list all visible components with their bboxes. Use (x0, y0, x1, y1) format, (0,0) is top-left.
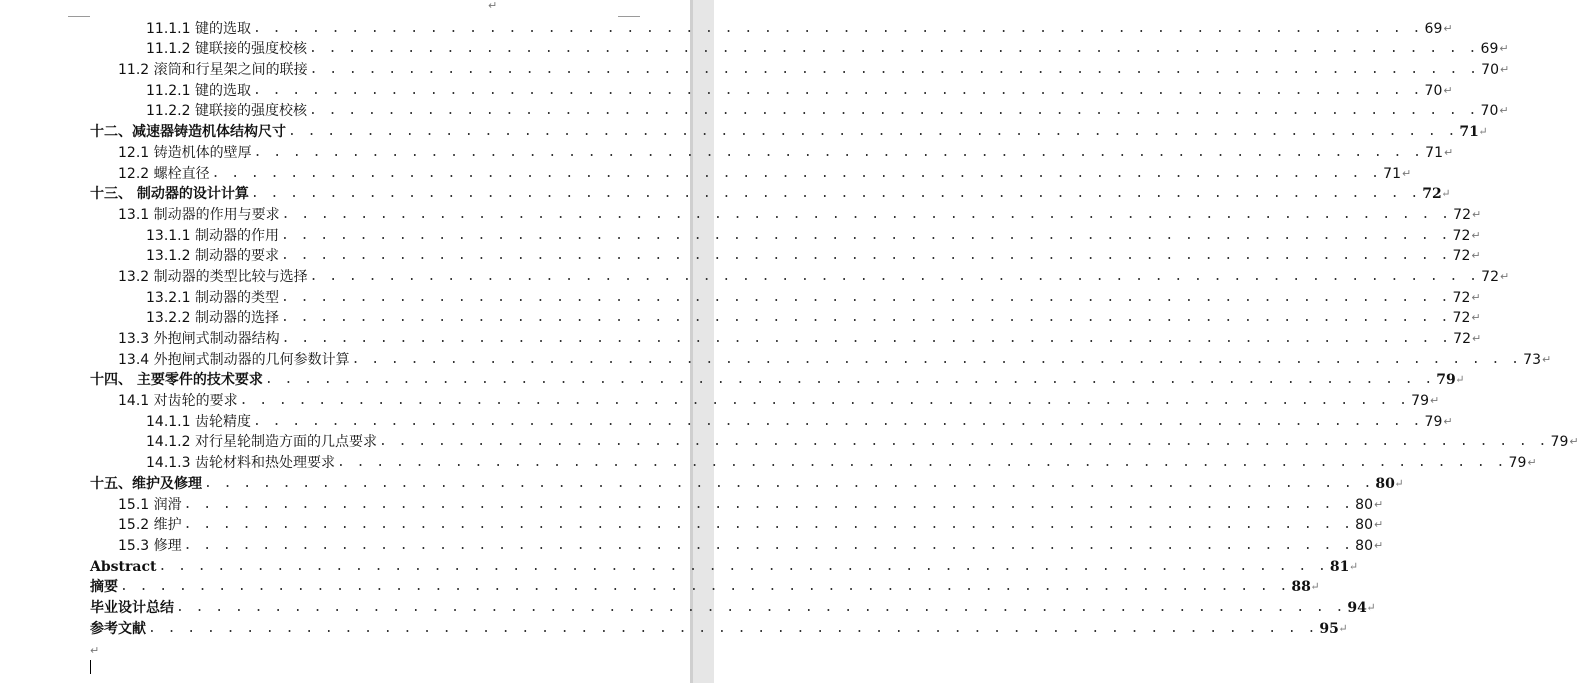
toc-dot-leader: . . . . . . . . . . . . . . . . . . . . . . . . . . . . . . . . . . . . . . . . . . . . . . . . . . . . . . . . . . . . (264, 372, 1435, 388)
toc-entry-title: 14.1.2 对行星轮制造方面的几点要求 (146, 434, 377, 451)
toc-entry[interactable] (0, 100, 1509, 121)
toc-dot-leader: . . . . . . . . . . . . . . . . . . . . . . . . . . . . . . . . . . . . . . . . . . . . . . . . . . . . . . . . . . . . (280, 248, 1451, 264)
toc-dot-leader: . . . . . . . . . . . . . . . . . . . . . . . . . . . . . . . . . . . . . . . . . . . . . . . . . . . . . . . . . . . . (158, 558, 1328, 574)
paragraph-mark-icon: ↵ (1527, 456, 1537, 470)
toc-dot-leader: . . . . . . . . . . . . . . . . . . . . . . . . . . . . . . . . . . . . . . . . . . . . . . . . . . . . . . . . . . . . (280, 227, 1451, 243)
toc-dot-leader: . . . . . . . . . . . . . . . . . . . . . . . . . . . . . . . . . . . . . . . . . . . . . . . . . . . . . . . . . . . . (183, 517, 1353, 533)
toc-dot-leader: . . . . . . . . . . . . . . . . . . . . . . . . . . . . . . . . . . . . . . . . . . . . . . . . . . . . . . . . . . . . (183, 496, 1353, 512)
toc-entry[interactable] (0, 224, 1481, 245)
toc-page-number: 80 (1375, 475, 1395, 492)
paragraph-mark-icon: ↵ (1500, 269, 1510, 283)
toc-dot-leader: . . . . . . . . . . . . . . . . . . . . . . . . . . . . . . . . . . . . . . . . . . . . . . . . . . . . . . . . . . . . (183, 537, 1353, 553)
paragraph-mark-icon: ↵ (1402, 166, 1412, 180)
paragraph-mark-icon: ↵ (1471, 228, 1481, 242)
toc-dot-leader: . . . . . . . . . . . . . . . . . . . . . . . . . . . . . . . . . . . . . . . . . . . . . . . . . . . . . . . . . . . . (309, 62, 1479, 78)
toc-dot-leader: . . . . . . . . . . . . . . . . . . . . . . . . . . . . . . . . . . . . . . . . . . . . . . . . . . . . . . . . . . . . (336, 455, 1507, 471)
toc-entry-title: 毕业设计总结 (90, 599, 174, 616)
toc-entry-title: 13.1.1 制动器的作用 (146, 227, 279, 244)
toc-entry[interactable] (0, 617, 1348, 638)
toc-dot-leader: . . . . . . . . . . . . . . . . . . . . . . . . . . . . . . . . . . . . . . . . . . . . . . . . . . . . . . . . . . . . (281, 331, 1451, 346)
toc-entry-title: 13.1.2 制动器的要求 (146, 248, 279, 265)
toc-page-number: 72 (1452, 289, 1471, 306)
paragraph-mark-icon: ↵ (488, 0, 498, 12)
toc-dot-leader: . . . . . . . . . . . . . . . . . . . . . . . . . . . . . . . . . . . . . . . . . . . . . . . . . . . . . . . . . . . . (378, 434, 1549, 450)
paragraph-mark-icon: ↵ (1394, 476, 1404, 490)
paragraph-mark-icon: ↵ (1569, 435, 1579, 449)
toc-entry[interactable] (0, 203, 1482, 224)
toc-page-number: 69 (1480, 41, 1499, 58)
toc-entry[interactable] (0, 534, 1384, 555)
toc-page-number: 71 (1383, 165, 1401, 182)
toc-entry-title: 13.4 外抱闸式制动器的几何参数计算 (118, 351, 350, 368)
toc-entry-title: 12.2 螺栓直径 (118, 165, 210, 182)
toc-dot-leader: . . . . . . . . . . . . . . . . . . . . . . . . . . . . . . . . . . . . . . . . . . . . . . . . . . . . . . . . . . . . (211, 165, 1381, 181)
paragraph-mark-icon: ↵ (1374, 538, 1384, 552)
toc-dot-leader: . . . . . . . . . . . . . . . . . . . . . . . . . . . . . . . . . . . . . . . . . . . . . . . . . . . . . . . . . . . . (280, 310, 1451, 326)
toc-entry-title: 参考文献 (90, 620, 146, 637)
toc-page-number: 72 (1453, 331, 1471, 347)
toc-page-number: 69 (1424, 20, 1443, 37)
paragraph-mark-icon: ↵ (1472, 332, 1482, 345)
toc-page-number: 79 (1411, 393, 1429, 410)
toc-page-number: 79 (1508, 455, 1527, 472)
paragraph-mark-icon: ↵ (1471, 249, 1481, 263)
toc-entry-title: 14.1.1 齿轮精度 (146, 413, 251, 430)
toc-entry[interactable] (0, 431, 1579, 452)
toc-page-number: 72 (1452, 248, 1471, 265)
toc-entry-title: 13.2.1 制动器的类型 (146, 289, 279, 306)
toc-page-number: 72 (1452, 310, 1471, 327)
paragraph-mark-icon: ↵ (1443, 83, 1453, 97)
toc-page-number: 79 (1436, 372, 1456, 389)
toc-entry[interactable] (0, 38, 1509, 59)
toc-page-number: 80 (1355, 537, 1373, 554)
toc-entry[interactable] (0, 307, 1481, 328)
toc-entry-title: 14.1 对齿轮的要求 (118, 393, 238, 410)
paragraph-mark-icon: ↵ (1478, 125, 1488, 139)
paragraph-mark-icon: ↵ (1500, 63, 1510, 77)
paragraph-mark-icon: ↵ (1310, 580, 1320, 594)
paragraph-mark-icon: ↵ (1441, 187, 1451, 201)
paragraph-mark-icon: ↵ (1472, 207, 1482, 221)
toc-entry-title: 13.2.2 制动器的选择 (146, 310, 279, 327)
toc-entry-title: 摘要 (90, 579, 118, 596)
toc-page-number: 70 (1480, 103, 1499, 120)
toc-entry[interactable] (0, 58, 1510, 79)
toc-entry[interactable] (0, 327, 1482, 348)
toc-entry-title: 11.1.2 键联接的强度校核 (146, 41, 307, 58)
toc-entry-title: 13.2 制动器的类型比较与选择 (118, 268, 308, 285)
paragraph-mark-icon: ↵ (1455, 373, 1465, 387)
toc-entry-title: 12.1 铸造机体的壁厚 (118, 144, 252, 161)
toc-dot-leader: . . . . . . . . . . . . . . . . . . . . . . . . . . . . . . . . . . . . . . . . . . . . . . . . . . . . . . . . . . . . (252, 20, 1423, 36)
toc-page-number: 72 (1452, 227, 1471, 244)
toc-page-number: 70 (1424, 82, 1443, 99)
toc-entry-title: 十五、维护及修理 (90, 475, 202, 492)
toc-dot-leader: . . . . . . . . . . . . . . . . . . . . . . . . . . . . . . . . . . . . . . . . . . . . . . . . . . . . . . . . . . . . (148, 620, 1318, 636)
toc-entry[interactable] (0, 472, 1404, 493)
toc-entry-title: 十三、 制动器的设计计算 (90, 186, 249, 203)
paragraph-mark-icon: ↵ (1499, 42, 1509, 56)
toc-entry[interactable] (0, 451, 1537, 472)
paragraph-mark-icon: ↵ (1471, 311, 1481, 325)
toc-dot-leader: . . . . . . . . . . . . . . . . . . . . . . . . . . . . . . . . . . . . . . . . . . . . . . . . . . . . . . . . . . . . (309, 268, 1479, 284)
toc-dot-leader: . . . . . . . . . . . . . . . . . . . . . . . . . . . . . . . . . . . . . . . . . . . . . . . . . . . . . . . . . . . . (308, 41, 1479, 57)
toc-entry-title: 14.1.3 齿轮材料和热处理要求 (146, 455, 335, 472)
toc-entry[interactable] (0, 369, 1465, 390)
toc-entry-title: 15.1 润滑 (118, 496, 182, 513)
toc-entry[interactable] (0, 410, 1453, 431)
toc-entry-title: 13.1 制动器的作用与要求 (118, 206, 280, 223)
toc-entry[interactable] (0, 245, 1481, 266)
toc-dot-leader: . . . . . . . . . . . . . . . . . . . . . . . . . . . . . . . . . . . . . . . . . . . . . . . . . . . . . . . . . . . . (351, 351, 1521, 367)
toc-entry-title: 十二、减速器铸造机体结构尺寸 (90, 124, 286, 141)
toc-dot-leader: . . . . . . . . . . . . . . . . . . . . . . . . . . . . . . . . . . . . . . . . . . . . . . . . . . . . . . . . . . . . (308, 103, 1479, 119)
toc-entry[interactable] (0, 596, 1376, 617)
paragraph-mark-icon: ↵ (1374, 497, 1384, 511)
toc-dot-leader: . . . . . . . . . . . . . . . . . . . . . . . . . . . . . . . . . . . . . . . . . . . . . . . . . . . . . . . . . . . . (120, 579, 1290, 595)
toc-entry[interactable] (0, 576, 1320, 597)
toc-entry[interactable] (0, 120, 1488, 141)
toc-entry[interactable] (0, 286, 1481, 307)
toc-page-number: 73 (1523, 351, 1541, 368)
toc-page-number: 79 (1550, 434, 1569, 451)
toc-dot-leader: . . . . . . . . . . . . . . . . . . . . . . . . . . . . . . . . . . . . . . . . . . . . . . . . . . . . . . . . . . . . (250, 186, 1421, 202)
toc-entry[interactable] (0, 162, 1412, 183)
toc-entry-title: 11.2 滚筒和行星架之间的联接 (118, 62, 308, 79)
paragraph-mark-icon: ↵ (1443, 21, 1453, 35)
toc-entry-title: 11.2.1 键的选取 (146, 82, 251, 99)
paragraph-mark-icon: ↵ (1430, 394, 1440, 408)
toc-entry[interactable] (0, 348, 1552, 369)
toc-dot-leader: . . . . . . . . . . . . . . . . . . . . . . . . . . . . . . . . . . . . . . . . . . . . . . . . . . . . . . . . . . . . (204, 475, 1374, 491)
toc-page-number: 72 (1453, 206, 1471, 223)
toc-page-number: 95 (1319, 620, 1339, 637)
toc-page-number: 71 (1425, 144, 1443, 161)
toc-entry[interactable] (0, 183, 1451, 204)
toc-entry-title: 15.2 维护 (118, 517, 182, 534)
toc-entry-title: 13.3 外抱闸式制动器结构 (118, 331, 280, 347)
paragraph-mark-icon: ↵ (1471, 290, 1481, 304)
paragraph-mark-icon: ↵ (90, 644, 100, 657)
toc-page-number: 71 (1459, 124, 1479, 141)
toc-entry[interactable] (0, 514, 1384, 535)
toc-entry-title: 11.1.1 键的选取 (146, 20, 251, 37)
toc-entry-title: 15.3 修理 (118, 537, 182, 554)
toc-page-number: 70 (1481, 62, 1499, 79)
toc-dot-leader: . . . . . . . . . . . . . . . . . . . . . . . . . . . . . . . . . . . . . . . . . . . . . . . . . . . . . . . . . . . . (239, 393, 1409, 409)
toc-entry[interactable] (0, 265, 1510, 286)
toc-page-number: 94 (1347, 599, 1367, 616)
toc-dot-leader: . . . . . . . . . . . . . . . . . . . . . . . . . . . . . . . . . . . . . . . . . . . . . . . . . . . . . . . . . . . . (176, 599, 1346, 615)
toc-entry-title: Abstract (90, 558, 157, 575)
paragraph-mark-icon: ↵ (1338, 621, 1348, 635)
toc-page-number: 80 (1355, 496, 1373, 513)
text-cursor (90, 660, 91, 674)
toc-page-number: 72 (1422, 186, 1442, 203)
paragraph-mark-icon: ↵ (1444, 145, 1454, 159)
paragraph-mark-icon: ↵ (1499, 104, 1509, 118)
toc-dot-leader: . . . . . . . . . . . . . . . . . . . . . . . . . . . . . . . . . . . . . . . . . . . . . . . . . . . . . . . . . . . . (252, 82, 1423, 98)
toc-page-number: 81 (1329, 558, 1350, 575)
toc-entry[interactable] (0, 17, 1453, 38)
paragraph-mark-icon: ↵ (1443, 414, 1453, 428)
toc-dot-leader: . . . . . . . . . . . . . . . . . . . . . . . . . . . . . . . . . . . . . . . . . . . . . . . . . . . . . . . . . . . . (280, 289, 1451, 305)
paragraph-mark-icon: ↵ (1366, 600, 1376, 614)
toc-entry[interactable] (0, 493, 1384, 514)
toc-page-number: 79 (1424, 413, 1443, 430)
paragraph-mark-icon: ↵ (1348, 559, 1359, 573)
toc-entry-title: 11.2.2 键联接的强度校核 (146, 103, 307, 120)
toc-entry-title: 十四、 主要零件的技术要求 (90, 372, 263, 389)
paragraph-mark-icon: ↵ (1374, 518, 1384, 532)
toc-page-number: 88 (1291, 579, 1311, 596)
toc-dot-leader: . . . . . . . . . . . . . . . . . . . . . . . . . . . . . . . . . . . . . . . . . . . . . . . . . . . . . . . . . . . . (281, 206, 1451, 222)
toc-dot-leader: . . . . . . . . . . . . . . . . . . . . . . . . . . . . . . . . . . . . . . . . . . . . . . . . . . . . . . . . . . . . (288, 124, 1458, 140)
toc-dot-leader: . . . . . . . . . . . . . . . . . . . . . . . . . . . . . . . . . . . . . . . . . . . . . . . . . . . . . . . . . . . . (252, 413, 1423, 429)
paragraph-mark-icon: ↵ (1542, 352, 1552, 366)
toc-entry[interactable] (0, 389, 1440, 410)
toc-entry[interactable] (0, 555, 1359, 576)
toc-entry[interactable] (0, 141, 1454, 162)
toc-dot-leader: . . . . . . . . . . . . . . . . . . . . . . . . . . . . . . . . . . . . . . . . . . . . . . . . . . . . . . . . . . . . (253, 144, 1423, 160)
toc-entry[interactable] (0, 79, 1453, 100)
toc-page-number: 72 (1481, 268, 1499, 285)
toc-page-number: 80 (1355, 517, 1373, 534)
table-of-contents (0, 17, 1579, 638)
